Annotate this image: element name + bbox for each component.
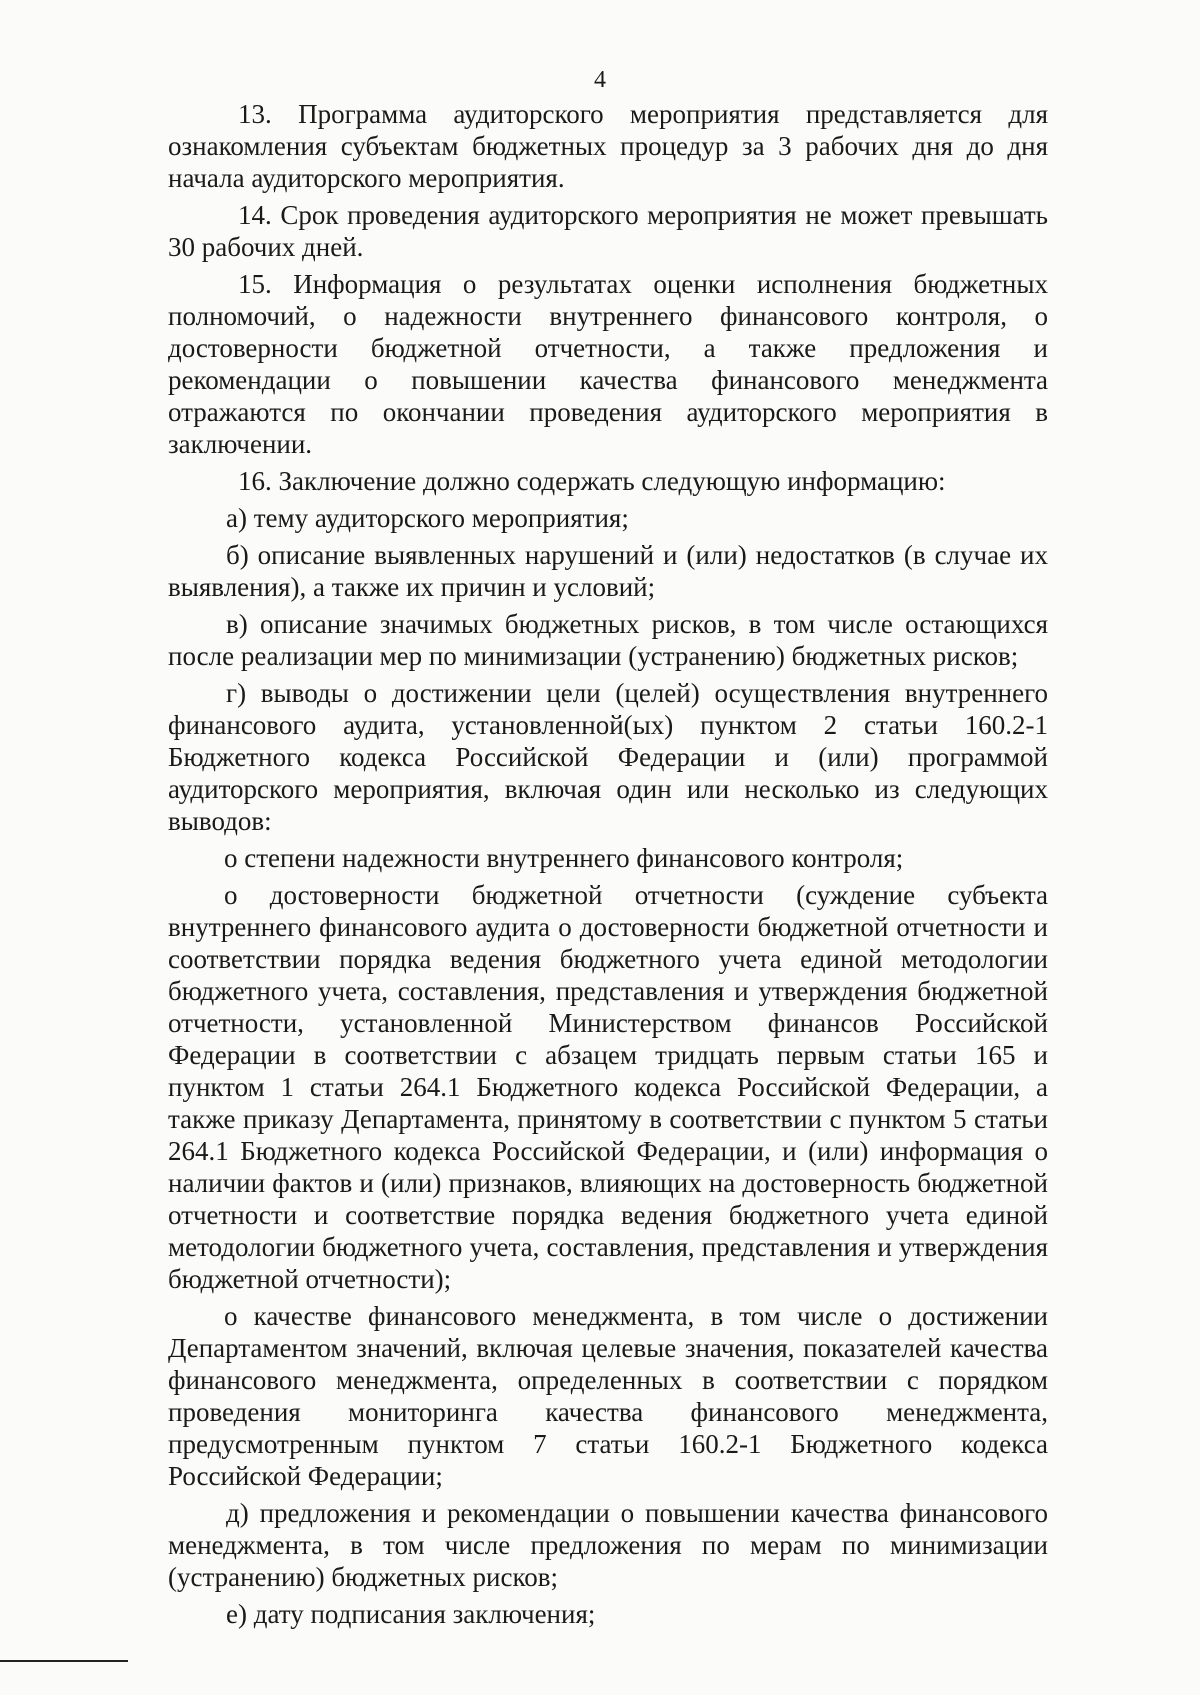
- conclusion-management: о качестве финансового менеджмента, в том числе о достижении Департаментом значений, включая целевые значения, показателей качества финансового менеджмента, определенных в соответствии с порядком проведения мониторинга качества финансового менеджмента, предусмотренным пунктом 7 статьи 160.2-1 Бюджетного кодекса Российской Федерации;: [168, 1301, 1048, 1491]
- item-e: е) дату подписания заключения;: [226, 1599, 596, 1629]
- conclusion-reliability: о степени надежности внутреннего финансового контроля;: [224, 843, 904, 873]
- item-a: а) тему аудиторского мероприятия;: [226, 503, 629, 533]
- paragraph-16: 16. Заключение должно содержать следующую информацию:: [238, 466, 946, 496]
- item-d: д) предложения и рекомендации о повышении качества финансового менеджмента, в том числе предложения по мерам по минимизации (устранению) бюджетных рисков;: [168, 1498, 1048, 1592]
- paragraph-15: 15. Информация о результатах оценки исполнения бюджетных полномочий, о надежности внутреннего финансового контроля, о достоверности бюджетной отчетности, а также предложения и рекомендации о повышении качества финансового менеджмента отражаются по окончании проведения аудиторского мероприятия в заключении.: [168, 269, 1048, 459]
- bottom-rule: [0, 1660, 128, 1662]
- item-v: в) описание значимых бюджетных рисков, в том числе остающихся после реализации мер по минимизации (устранению) бюджетных рисков;: [168, 609, 1048, 671]
- item-b: б) описание выявленных нарушений и (или) недостатков (в случае их выявления), а также их причин и условий;: [168, 540, 1048, 602]
- document-body: [168, 98, 1048, 1635]
- conclusion-reporting: о достоверности бюджетной отчетности (суждение субъекта внутреннего финансового аудита о достоверности бюджетной отчетности и соответствии порядка ведения бюджетного учета единой методологии бюджетного учета, составления, представления и утверждения бюджетной отчетности, установленной Министерством финансов Российской Федерации в соответствии с абзацем тридцать первым статьи 165 и пунктом 1 статьи 264.1 Бюджетного кодекса Российской Федерации, а также приказу Департамента, принятому в соответствии с пунктом 5 статьи 264.1 Бюджетного кодекса Российской Федерации, и (или) информация о наличии фактов и (или) признаков, влияющих на достоверность бюджетной отчетности и соответствие порядка ведения бюджетного учета единой методологии бюджетного учета, составления, представления и утверждения бюджетной отчетности);: [168, 880, 1048, 1294]
- paragraph-13: 13. Программа аудиторского мероприятия представляется для ознакомления субъектам бюджетных процедур за 3 рабочих дня до дня начала аудиторского мероприятия.: [168, 99, 1048, 193]
- item-g: г) выводы о достижении цели (целей) осуществления внутреннего финансового аудита, установленной(ых) пунктом 2 статьи 160.2-1 Бюджетного кодекса Российской Федерации и (или) программой аудиторского мероприятия, включая один или несколько из следующих выводов:: [168, 678, 1048, 836]
- paragraph-14: 14. Срок проведения аудиторского мероприятия не может превышать 30 рабочих дней.: [168, 200, 1048, 262]
- page-number: 4: [594, 67, 606, 93]
